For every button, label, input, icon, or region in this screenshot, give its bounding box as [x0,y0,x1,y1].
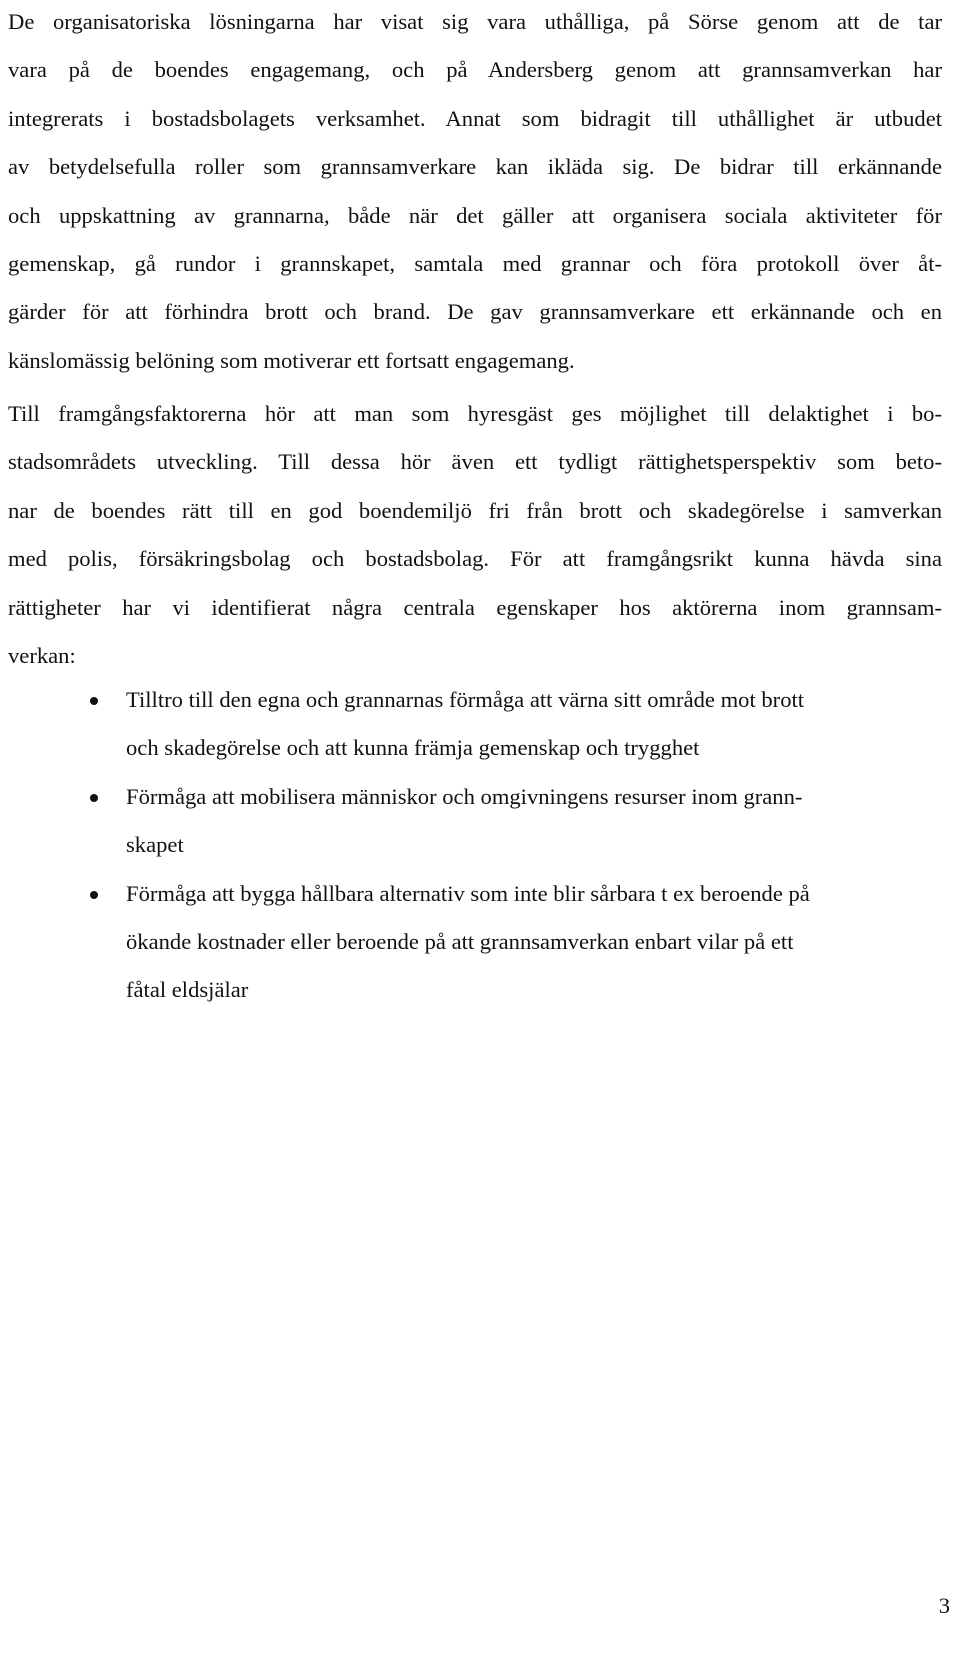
text-line: gärder för att förhindra brott och brand. De gav grannsamverkare ett erkännande och en [8,299,942,325]
text-line: och uppskattning av grannarna, både när det gäller att organisera sociala aktiviteter för [8,202,942,228]
text-line: och skadegörelse och att kunna främja gemenskap och trygghet [126,735,700,761]
text-line: nar de boendes rätt till en god boendemiljö fri från brott och skadegörelse i samverkan [8,497,942,523]
text-line: fåtal eldsjälar [126,977,249,1003]
text-line: De organisatoriska lösningarna har visat sig vara uthålliga, på Sörse genom att de tar [8,9,942,34]
text-line: gemenskap, gå rundor i grannskapet, samtala med grannar och föra protokoll över åt- [8,251,942,277]
text-line: Förmåga att mobilisera människor och omgivningens resurser inom grann- [126,783,803,809]
paragraph-success-factors [8,390,942,680]
paragraph-sustainability [8,0,942,385]
text-line: med polis, försäkringsbolag och bostadsbolag. För att framgångsrikt kunna hävda sina [8,546,942,572]
text-line: rättigheter har vi identifierat några centrala egenskaper hos aktörerna inom grannsam- [8,594,942,620]
text-line: Förmåga att bygga hållbara alternativ som inte blir sårbara t ex beroende på [126,880,810,906]
text-line: av betydelsefulla roller som grannsamverkare kan ikläda sig. De bidrar till erkännande [8,154,942,180]
text-line: ökande kostnader eller beroende på att grannsamverkan enbart vilar på ett [126,929,794,955]
bullet-list [8,676,942,1015]
page-number: 3 [938,1593,950,1618]
bullet-icon [90,891,98,899]
bullet-icon [90,794,98,802]
text-line: Till framgångsfaktorerna hör att man som hyresgäst ges möjlighet till delaktighet i bo- [8,401,942,426]
text-line: känslomässig belöning som motiverar ett fortsatt engagemang. [8,347,575,373]
text-line: stadsområdets utveckling. Till dessa hör även ett tydligt rättighetsperspektiv som beto- [8,449,942,475]
text-line: verkan: [8,643,76,669]
text-line: Tilltro till den egna och grannarnas förmåga att värna sitt område mot brott [126,687,805,712]
list-item [8,676,942,773]
bullet-icon [90,697,98,705]
text-line: vara på de boendes engagemang, och på Andersberg genom att grannsamverkan har [8,57,942,83]
text-line: skapet [126,832,184,858]
list-item [8,773,942,870]
list-item [8,870,942,1015]
text-line: integrerats i bostadsbolagets verksamhet. Annat som bidragit till uthållighet är utbudet [8,105,942,131]
